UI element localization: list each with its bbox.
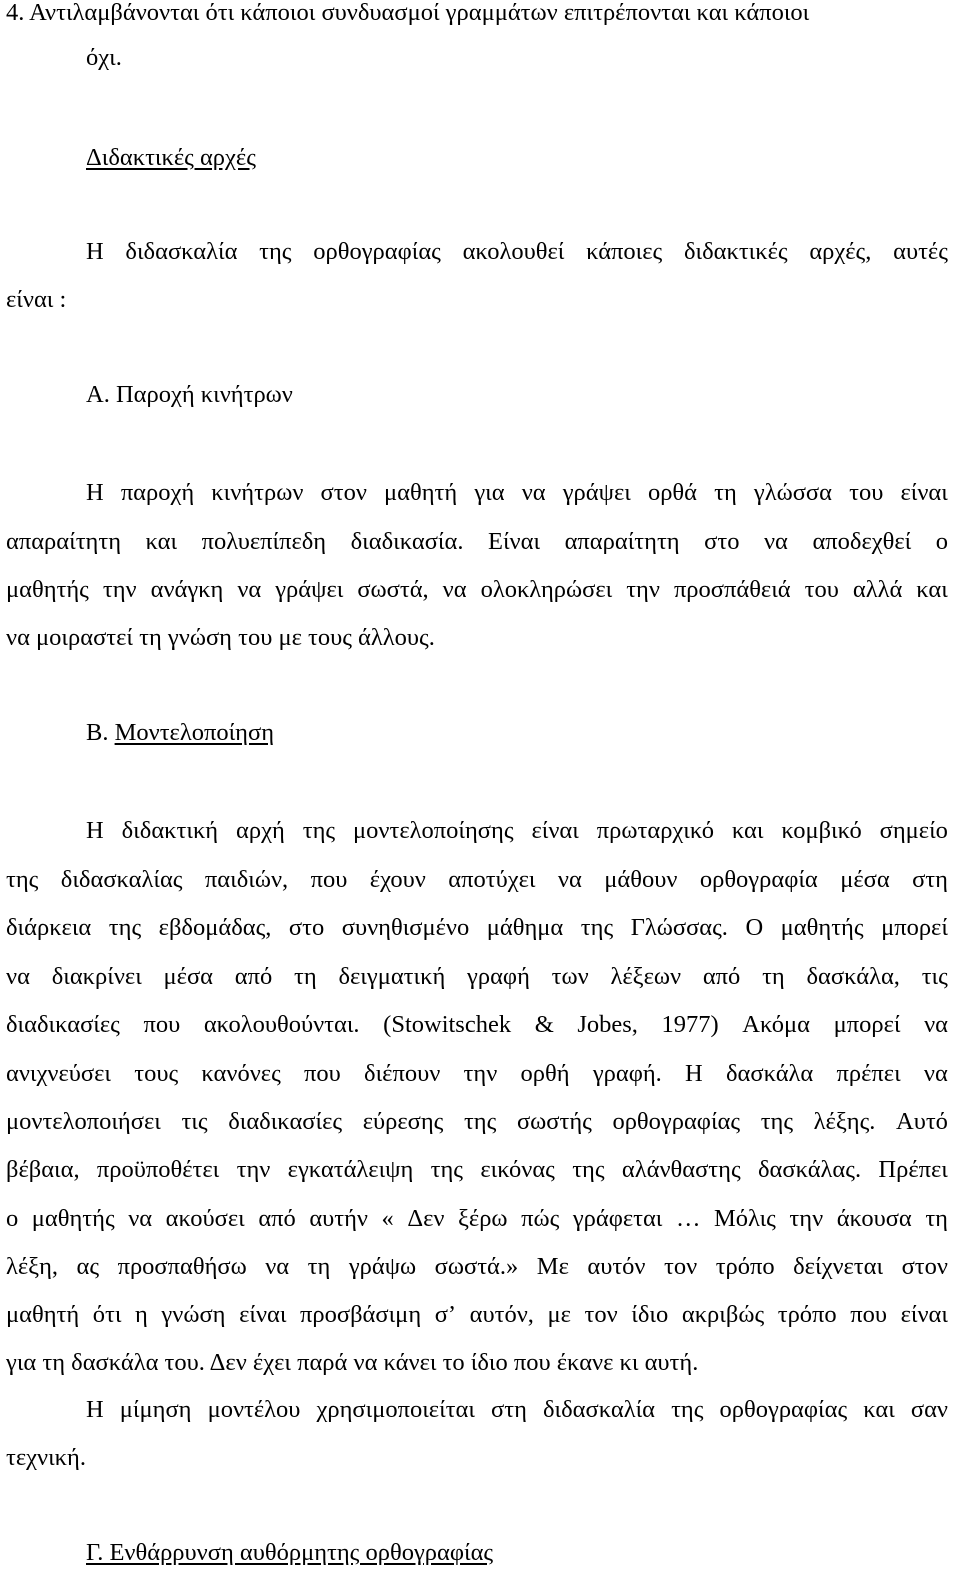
word: εβδομάδας,: [158, 914, 272, 941]
word: μίμηση: [119, 1396, 192, 1423]
word: των: [551, 963, 589, 990]
word: για: [474, 479, 505, 506]
subsection-c-heading: Γ. Ενθάρρυνση αυθόρμητης ορθογραφίας: [86, 1539, 494, 1566]
word: του: [849, 479, 884, 506]
word: Είναι: [488, 528, 541, 555]
word: η: [135, 1301, 148, 1328]
word: που: [304, 1060, 341, 1087]
word: στο: [704, 528, 740, 555]
word: τρόπο: [777, 1301, 837, 1328]
word: διδασκαλίας: [60, 866, 183, 893]
word: τρόπο: [715, 1253, 775, 1280]
word: ότι: [92, 1301, 122, 1328]
word: που: [143, 1011, 181, 1038]
word: και: [863, 1396, 895, 1423]
word: διαδικασίες: [228, 1108, 343, 1135]
word: ορθογραφίας: [313, 238, 441, 265]
subsection-a-line: να μοιραστεί τη γνώση του με τους άλλους.: [6, 624, 435, 651]
word: ορθογραφίας: [719, 1396, 848, 1423]
word: αλλά: [852, 576, 903, 603]
subsection-a-title: Παροχή κινήτρων: [115, 381, 293, 408]
subsection-b-heading: [86, 721, 274, 746]
word: σωστής: [516, 1108, 592, 1135]
word: ίδιο: [631, 1301, 669, 1328]
word: τη: [294, 963, 317, 990]
word: στη: [912, 866, 948, 893]
word: να: [521, 479, 546, 506]
section-intro-line-2: είναι :: [6, 286, 67, 313]
word: να: [924, 1011, 948, 1038]
word: μαθητή: [6, 1301, 80, 1328]
word: Η: [86, 238, 104, 265]
word: σωστά.»: [434, 1253, 519, 1280]
word: 1977): [661, 1011, 719, 1038]
subsection-b-line: [6, 1110, 948, 1135]
word: αυτόν: [587, 1253, 646, 1280]
word: τη: [307, 1253, 331, 1280]
word: απαραίτητη: [6, 528, 122, 555]
word: κομβικό: [781, 817, 862, 844]
word: άκουσα: [836, 1205, 912, 1232]
word: είναι: [900, 1301, 948, 1328]
word: κανόνες: [201, 1060, 281, 1087]
word: ο: [6, 1205, 19, 1232]
word: εύρεσης: [362, 1108, 444, 1135]
word: γραφή: [467, 963, 530, 990]
word: πολυεπίπεδη: [201, 528, 327, 555]
word: μάθημα: [486, 914, 564, 941]
word: μαθητή: [384, 479, 458, 506]
word: πρέπει: [836, 1060, 901, 1087]
word: προσβάσιμη: [300, 1301, 422, 1328]
word: διδασκαλία: [543, 1396, 655, 1423]
word: γλώσσα: [753, 479, 832, 506]
word: που: [850, 1301, 888, 1328]
subsection-b-line: για τη δασκάλα του. Δεν έχει παρά να κάνει το ίδιο που έκανε κι αυτή.: [6, 1349, 699, 1376]
word: απαραίτητη: [564, 528, 680, 555]
word: λέξης.: [813, 1108, 876, 1135]
word: μέσα: [840, 866, 890, 893]
word: της: [259, 238, 292, 265]
subsection-a-line: [6, 578, 948, 603]
word: γραφή.: [592, 1060, 662, 1087]
word: της: [760, 1108, 794, 1135]
word: ας: [76, 1253, 100, 1280]
word: Jobes,: [577, 1011, 638, 1038]
word: Ο: [745, 914, 764, 941]
subsection-b-prefix: Β.: [86, 719, 109, 746]
word: Αυτό: [896, 1108, 948, 1135]
word: και: [916, 576, 948, 603]
word: Η: [86, 1396, 104, 1423]
word: της: [671, 1396, 704, 1423]
word: Η: [86, 479, 104, 506]
word: …: [675, 1205, 701, 1232]
word: κινήτρων: [211, 479, 304, 506]
word: εγκατάλειψη: [287, 1156, 414, 1183]
word: της: [463, 1108, 497, 1135]
word: σαν: [910, 1396, 948, 1423]
word: να: [442, 576, 467, 603]
word: ορθά: [647, 479, 697, 506]
word: κάποιες: [586, 238, 663, 265]
word: προσπαθήσω: [117, 1253, 247, 1280]
word: γράψει: [562, 479, 631, 506]
word: της: [6, 866, 39, 893]
word: γράφεται: [572, 1205, 663, 1232]
word: λέξεων: [610, 963, 682, 990]
word: μέσα: [163, 963, 214, 990]
word: &: [534, 1011, 554, 1038]
intro-item-line-2: όχι.: [86, 44, 122, 71]
word: να: [557, 866, 582, 893]
word: την: [789, 1205, 824, 1232]
word: δασκάλα: [726, 1060, 814, 1087]
word: και: [731, 817, 764, 844]
word: να: [6, 963, 30, 990]
section-title: Διδακτικές αρχές: [86, 144, 256, 171]
word: της: [430, 1156, 464, 1183]
word: συνηθισμένο: [341, 914, 470, 941]
subsection-a-line: [6, 530, 948, 555]
word: από: [702, 963, 741, 990]
word: ακριβώς: [681, 1301, 765, 1328]
word: της: [302, 817, 336, 844]
word: διδακτική: [121, 817, 219, 844]
word: να: [923, 1060, 948, 1087]
word: και: [145, 528, 178, 555]
word: να: [128, 1205, 153, 1232]
word: μαθητής: [6, 576, 89, 603]
word: διέπουν: [364, 1060, 441, 1087]
word: ακολουθούνται.: [203, 1011, 360, 1038]
word: τον: [584, 1301, 618, 1328]
word: δασκάλα,: [806, 963, 900, 990]
word: (Stowitschek: [383, 1011, 512, 1038]
subsection-a-prefix: Α.: [86, 381, 110, 408]
word: αλάνθαστης: [621, 1156, 741, 1183]
word: διδακτικές: [683, 238, 788, 265]
word: γράψει: [275, 576, 344, 603]
word: μοντελοποιήσει: [6, 1108, 161, 1135]
intro-item-line-1: 4. Αντιλαμβάνονται ότι κάποιοι συνδυασμοί γραμμάτων επιτρέπονται και κάποιοι: [6, 0, 810, 26]
word: ανάγκη: [150, 576, 224, 603]
word: παιδιών,: [204, 866, 289, 893]
subsection-b-line: [86, 819, 948, 844]
word: μαθητής: [780, 914, 864, 941]
word: με: [547, 1301, 571, 1328]
word: γράψω: [348, 1253, 417, 1280]
subsection-b-line: [6, 1062, 948, 1087]
word: τον: [664, 1253, 698, 1280]
word: δείχνεται: [793, 1253, 884, 1280]
word: ακούσει: [165, 1205, 245, 1232]
word: αποδεχθεί: [812, 528, 912, 555]
word: είναι: [239, 1301, 287, 1328]
word: από: [258, 1205, 296, 1232]
word: Δεν: [407, 1205, 445, 1232]
subsection-b-title: Μοντελοποίηση: [114, 719, 275, 746]
word: τη: [925, 1205, 948, 1232]
word: αυτήν: [309, 1205, 369, 1232]
word: διαδικασίες: [6, 1011, 120, 1038]
word: παροχή: [120, 479, 195, 506]
subsection-b-line: [6, 1255, 948, 1280]
word: μπορεί: [833, 1011, 901, 1038]
word: Πρέπει: [878, 1156, 948, 1183]
word: διάρκεια: [6, 914, 92, 941]
subsection-b-line: [6, 1207, 948, 1232]
word: Μόλις: [713, 1205, 776, 1232]
word: δειγματική: [338, 963, 446, 990]
word: Η: [86, 817, 104, 844]
word: είναι: [900, 479, 948, 506]
word: σ’: [434, 1301, 457, 1328]
subsection-b-line: [6, 868, 948, 893]
word: Γλώσσας.: [630, 914, 728, 941]
section-intro-line-1: [86, 240, 948, 265]
word: στον: [901, 1253, 948, 1280]
subsection-b-line: [6, 965, 948, 990]
subsection-b-line: [6, 1013, 948, 1038]
word: τους: [134, 1060, 179, 1087]
word: σημείο: [879, 817, 948, 844]
subsection-a-line: [86, 481, 948, 506]
word: γνώση: [161, 1301, 226, 1328]
word: λέξη,: [6, 1253, 59, 1280]
word: σωστά,: [357, 576, 429, 603]
word: ολοκληρώσει: [480, 576, 613, 603]
word: τη: [714, 479, 737, 506]
subsection-b-closing-line-2: τεχνική.: [6, 1444, 86, 1471]
word: την: [236, 1156, 271, 1183]
word: διδασκαλία: [125, 238, 238, 265]
word: «: [381, 1205, 394, 1232]
word: Ακόμα: [742, 1011, 811, 1038]
word: της: [572, 1156, 605, 1183]
word: της: [580, 914, 614, 941]
word: τη: [762, 963, 785, 990]
word: είναι: [531, 817, 579, 844]
word: την: [626, 576, 660, 603]
word: μαθητής: [31, 1205, 115, 1232]
word: στο: [288, 914, 325, 941]
word: ο: [935, 528, 948, 555]
word: ανιχνεύσει: [6, 1060, 111, 1087]
word: να: [763, 528, 788, 555]
word: ορθογραφίας: [612, 1108, 741, 1135]
word: ξέρω: [457, 1205, 508, 1232]
word: πρωταρχικό: [596, 817, 714, 844]
word: ακολουθεί: [462, 238, 565, 265]
subsection-b-line: [6, 916, 948, 941]
word: του: [804, 576, 839, 603]
word: μοντέλου: [207, 1396, 301, 1423]
word: βέβαια,: [6, 1156, 80, 1183]
word: μάθουν: [604, 866, 678, 893]
subsection-a-heading: [86, 383, 293, 408]
subsection-b-closing-line-1: [86, 1398, 948, 1423]
word: από: [234, 963, 273, 990]
word: που: [310, 866, 348, 893]
subsection-b-line: [6, 1158, 948, 1183]
word: ορθογραφία: [699, 866, 818, 893]
word: την: [102, 576, 137, 603]
word: στη: [491, 1396, 527, 1423]
word: να: [237, 576, 262, 603]
word: πώς: [521, 1205, 560, 1232]
word: αρχή: [236, 817, 285, 844]
word: διακρίνει: [51, 963, 142, 990]
word: μοντελοποίησης: [353, 817, 514, 844]
word: διαδικασία.: [350, 528, 464, 555]
word: ορθή: [520, 1060, 570, 1087]
word: έχουν: [369, 866, 426, 893]
word: χρησιμοποιείται: [316, 1396, 475, 1423]
word: Με: [536, 1253, 569, 1280]
word: αυτές: [893, 238, 948, 265]
subsection-b-line: [6, 1303, 948, 1328]
word: δασκάλας.: [757, 1156, 862, 1183]
word: εικόνας: [480, 1156, 555, 1183]
word: στον: [320, 479, 367, 506]
word: μπορεί: [881, 914, 948, 941]
word: της: [108, 914, 142, 941]
word: προσπάθειά: [673, 576, 791, 603]
word: αποτύχει: [448, 866, 536, 893]
word: αρχές,: [809, 238, 872, 265]
word: να: [265, 1253, 290, 1280]
word: τις: [181, 1108, 208, 1135]
word: αυτόν,: [469, 1301, 534, 1328]
word: προϋποθέτει: [96, 1156, 220, 1183]
word: την: [463, 1060, 498, 1087]
word: τις: [921, 963, 948, 990]
word: Η: [685, 1060, 703, 1087]
